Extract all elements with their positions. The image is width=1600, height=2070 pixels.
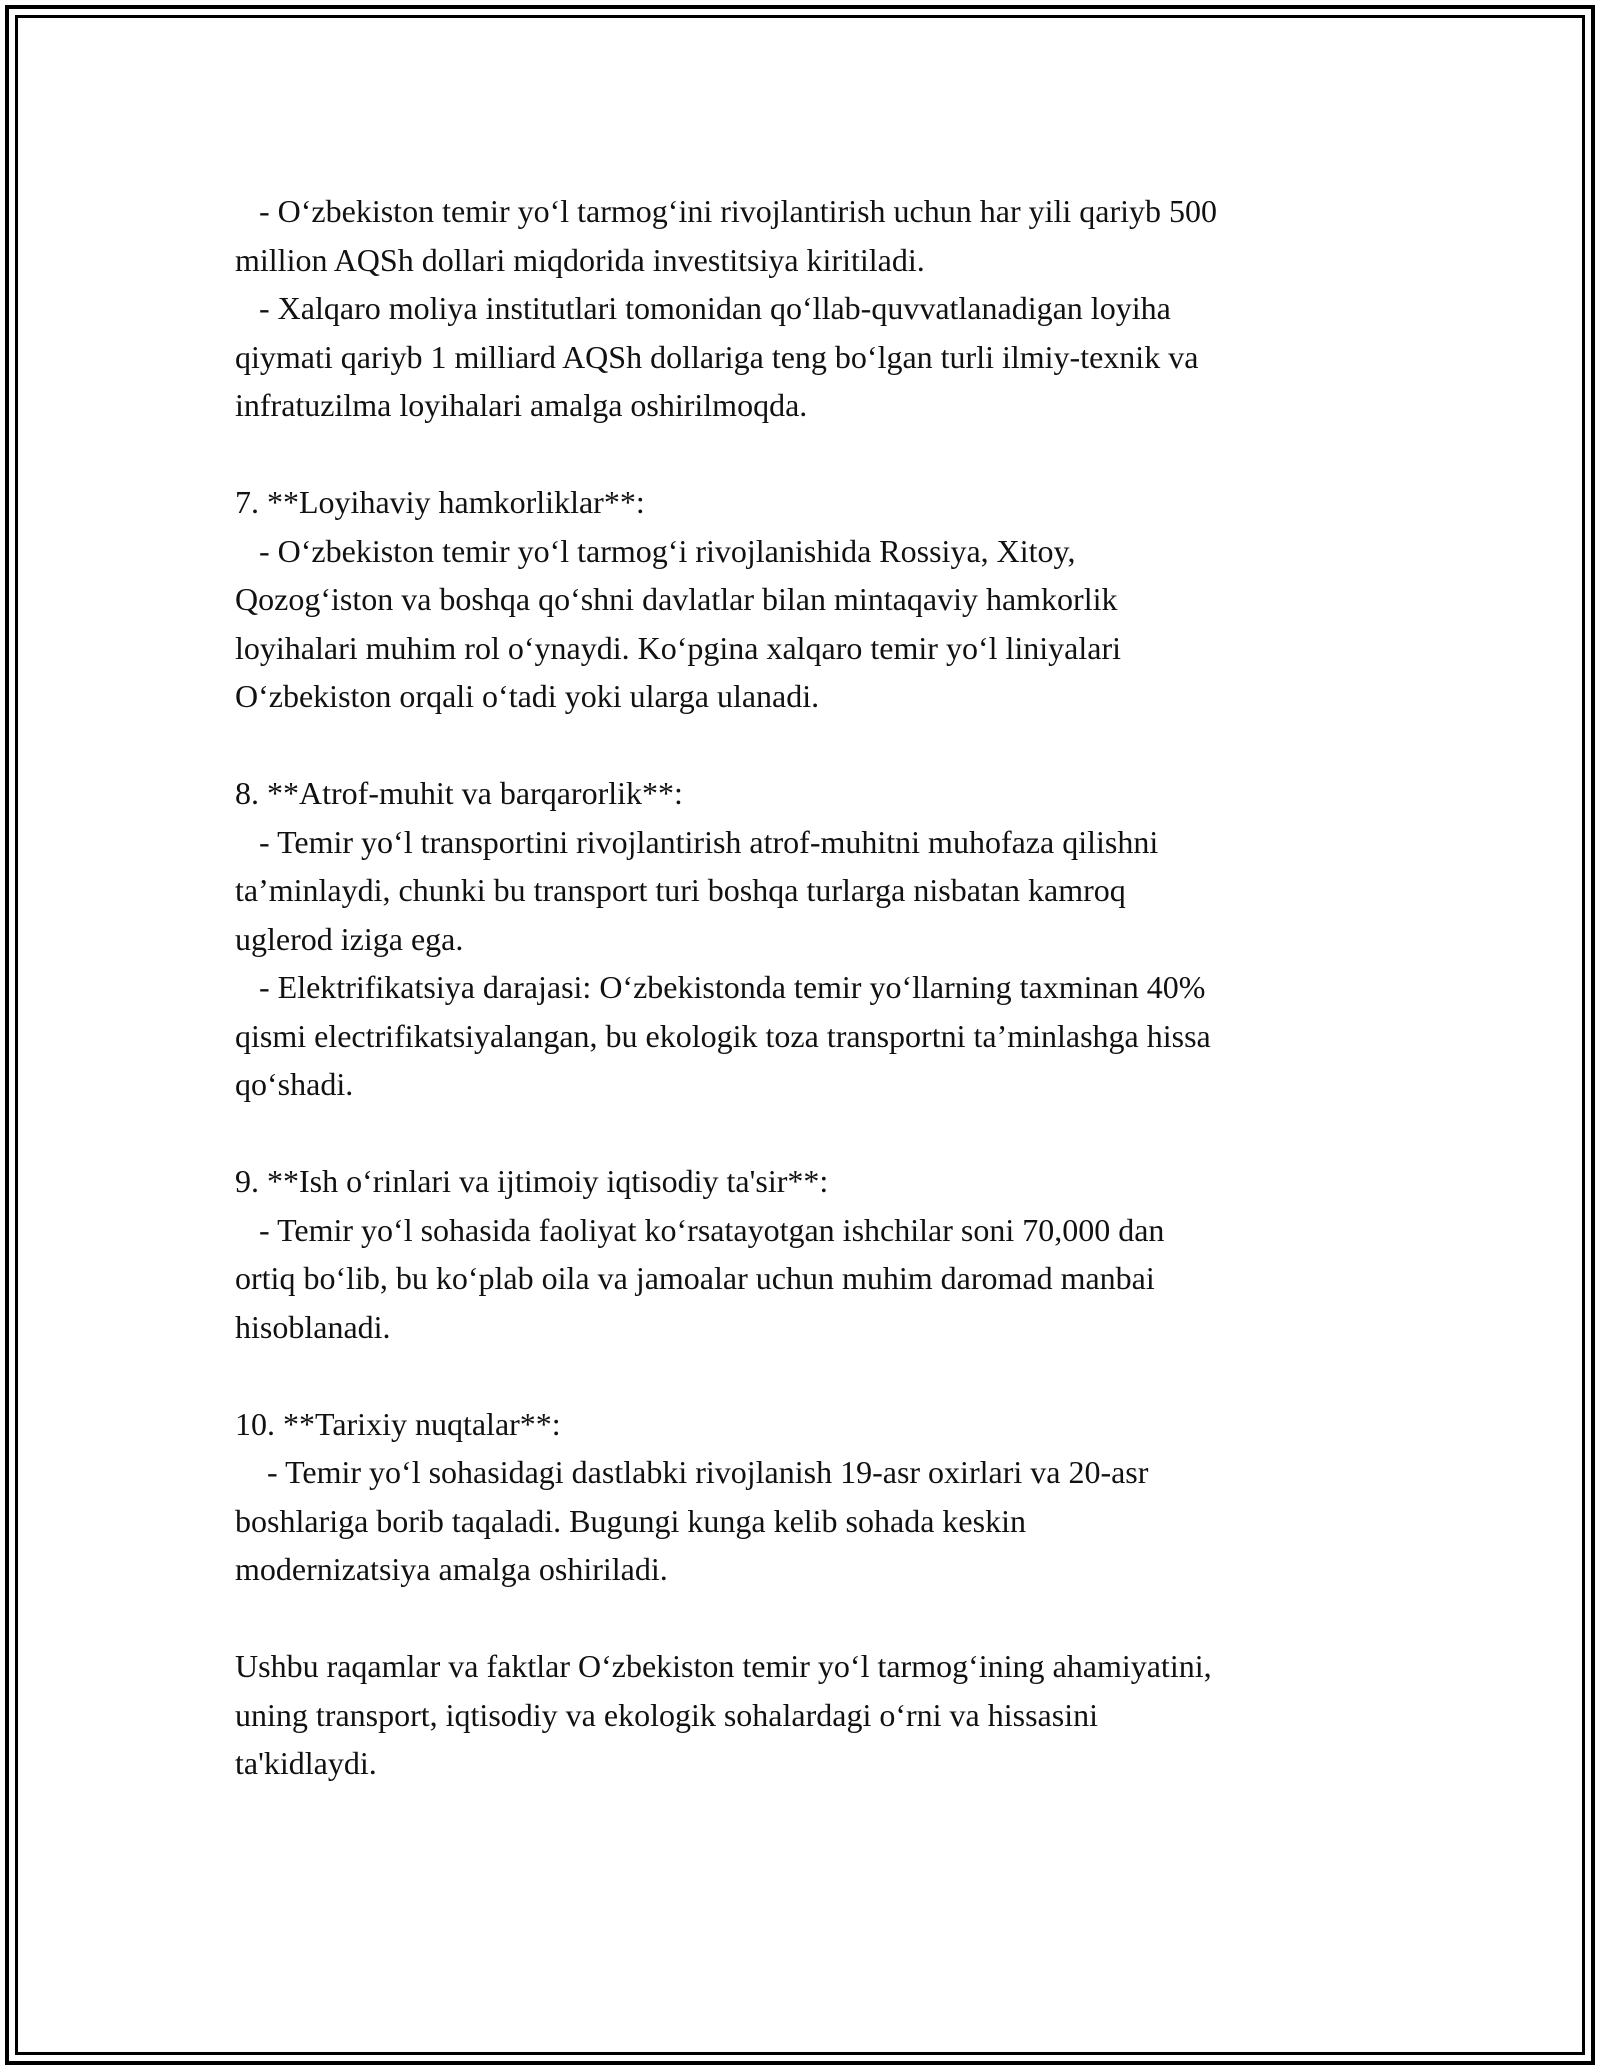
text-line: boshlariga borib taqaladi. Bugungi kunga kelib sohada keskin [235, 1502, 1026, 1539]
text-line: - O‘zbekiston temir yo‘l tarmog‘ini rivojlantirish uchun har yili qariyb 500 [235, 193, 1218, 229]
text-line: uglerod iziga ega. [235, 920, 464, 957]
text-line: million AQSh dollari miqdorida investitsiya kiritiladi. [235, 241, 925, 278]
section-heading: 10. **Tarixiy nuqtalar**: [235, 1405, 561, 1442]
document-body [235, 187, 1385, 1788]
text-line: - Xalqaro moliya institutlari tomonidan qo‘llab-quvvatlanadigan loyiha [235, 290, 1171, 326]
text-line: O‘zbekiston orqali o‘tadi yoki ularga ulanadi. [235, 678, 820, 714]
paragraph-gap [235, 1594, 1385, 1643]
text-line: Ushbu raqamlar va faktlar O‘zbekiston temir yo‘l tarmog‘ining ahamiyatini, [235, 1648, 1212, 1684]
text-line: loyihalari muhim rol o‘ynaydi. Ko‘pgina xalqaro temir yo‘l liniyalari [235, 629, 1121, 666]
text-line: qismi electrifikatsiyalangan, bu ekologik toza transportni ta’minlashga hissa [235, 1017, 1211, 1054]
paragraph-gap [235, 1109, 1385, 1158]
section-heading: 7. **Loyihaviy hamkorliklar**: [235, 484, 645, 520]
paragraph-investments [235, 187, 1385, 430]
text-line: ortiq bo‘lib, bu ko‘plab oila va jamoalar uchun muhim daromad manbai [235, 1260, 1155, 1296]
text-line: - O‘zbekiston temir yo‘l tarmog‘i rivojlanishida Rossiya, Xitoy, [235, 532, 1076, 569]
text-line: Qozog‘iston va boshqa qo‘shni davlatlar bilan mintaqaviy hamkorlik [235, 581, 1118, 617]
text-line: qiymati qariyb 1 milliard AQSh dollariga teng bo‘lgan turli ilmiy-texnik va [235, 338, 1199, 375]
text-line: uning transport, iqtisodiy va ekologik sohalardagi o‘rni va hissasini [235, 1696, 1098, 1733]
text-line: - Temir yo‘l sohasida faoliyat ko‘rsatayotgan ishchilar soni 70,000 dan [235, 1211, 1165, 1248]
text-line: ta'kidlaydi. [235, 1745, 377, 1781]
text-line: hisoblanadi. [235, 1308, 391, 1345]
section-8-environment [235, 769, 1385, 1109]
conclusion-paragraph [235, 1642, 1385, 1788]
text-line: infratuzilma loyihalari amalga oshirilmoqda. [235, 387, 808, 423]
section-10-history [235, 1400, 1385, 1594]
text-line: ta’minlaydi, chunki bu transport turi boshqa turlarga nisbatan kamroq [235, 872, 1126, 908]
section-heading: 8. **Atrof-muhit va barqarorlik**: [235, 775, 683, 811]
text-line: modernizatsiya amalga oshiriladi. [235, 1551, 668, 1587]
section-9-jobs [235, 1157, 1385, 1351]
section-heading: 9. **Ish o‘rinlari va ijtimoiy iqtisodiy ta'sir**: [235, 1163, 829, 1199]
text-line: qo‘shadi. [235, 1066, 354, 1102]
text-line: - Temir yo‘l sohasidagi dastlabki rivojlanish 19-asr oxirlari va 20-asr [235, 1454, 1149, 1490]
paragraph-gap [235, 1351, 1385, 1400]
text-line: - Elektrifikatsiya darajasi: O‘zbekistonda temir yo‘llarning taxminan 40% [235, 969, 1206, 1005]
paragraph-gap [235, 721, 1385, 770]
text-line: - Temir yo‘l transportini rivojlantirish atrof-muhitni muhofaza qilishni [235, 823, 1159, 860]
section-7-partnerships [235, 478, 1385, 721]
paragraph-gap [235, 430, 1385, 479]
